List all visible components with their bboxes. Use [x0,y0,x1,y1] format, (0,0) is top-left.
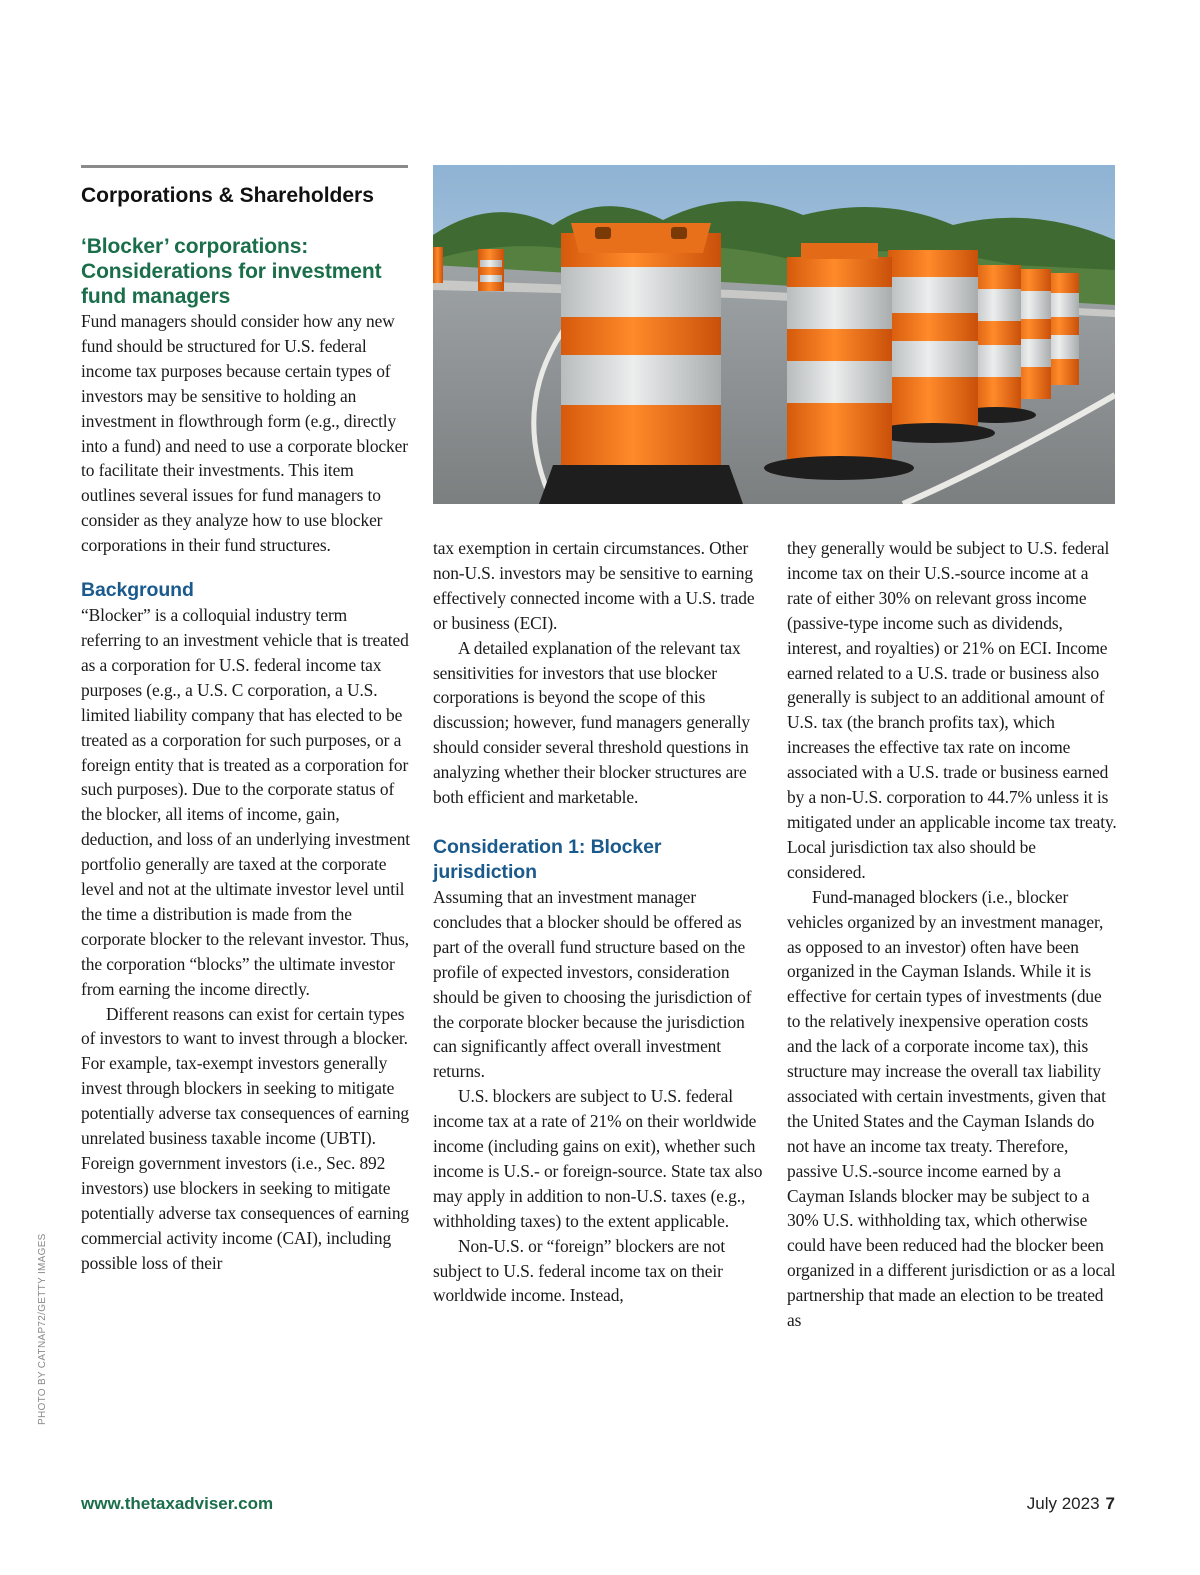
consideration-1-paragraph-3: Non-U.S. or “foreign” blockers are not subject to U.S. federal income tax on their worldwide income. Instead, [433,1235,726,1306]
footer-date: July 2023 [1026,1494,1100,1513]
section-rule [81,165,408,168]
column-3 [787,536,1117,1333]
background-paragraph-2-continued: tax exemption in certain circumstances. Other non-U.S. investors may be sensitive to earning effectively connected income with a U.S. trade or business (ECI). [433,538,755,633]
traffic-barrels-photo [433,165,1115,504]
background-paragraph-2: Different reasons can exist for certain types of investors to want to invest through a blocker. For example, tax-exempt investors generally invest through blockers in seeking to mitigate potentially adverse tax consequences of earning unrelated business taxable income (UBTI). Foreign government investors (i.e., Sec. 892 investors) use blockers in seeking to mitigate potentially adverse tax consequences of earning commercial activity income (CAI), including possible loss of their [81,1003,410,1273]
footer-website-link[interactable]: www.thetaxadviser.com [81,1494,274,1513]
background-heading: Background [81,579,194,602]
footer-issue [1027,1494,1115,1514]
consideration-1-paragraph-4: Fund-managed blockers (i.e., blocker vehicles organized by an investment manager, as opposed to an investor) often have been organized in the Cayman Islands. While it is effective for certain types of investments (due to the relatively inexpensive operation costs and the lack of a corporate income tax), this structure may increase the overall tax liability associated with certain investments, given that the United States and the Cayman Islands do not have an income tax treaty. Therefore, passive U.S.-source income earned by a Cayman Islands blocker may be subject to a 30% U.S. withholding tax, which otherwise could have been reduced had the blocker been organized in a different jurisdiction or as a local partnership that made an election to be treated as [787,886,1116,1331]
consideration-1-paragraph-2: U.S. blockers are subject to U.S. federal income tax at a rate of 21% on their worldwide income (including gains on exit), whether such income is U.S.- or foreign-source. State tax also may apply in addition to non-U.S. taxes (e.g., withholding taxes) to the extent applicable. [433,1086,763,1231]
photo-credit: PHOTO BY CATNAP72/GETTY IMAGES [37,1233,48,1425]
consideration-1-heading: Consideration 1: Blocker jurisdiction [433,835,662,883]
consideration-1-paragraph-1: Assuming that an investment manager concludes that a blocker should be offered as part of the overall fund structure based on the profile of expected investors, consideration should be given to choosing the jurisdiction of the corporate blocker because the jurisdiction can significantly affect overall investment returns. [433,886,752,1082]
page-number: 7 [1105,1494,1115,1513]
article-headline: ‘Blocker’ corporations: Considerations for investment fund managers [81,235,382,308]
consideration-1-paragraph-3-continued: they generally would be subject to U.S. federal income tax on their U.S.-source income at a rate of either 30% on relevant gross income (passive-type income such as dividends, interest, and royalties) or 21% on ECI. Income earned related to a U.S. trade or business also generally is subject to an additional amount of U.S. tax (the branch profits tax), which increases the effective tax rate on income associated with a U.S. trade or business earned by a non-U.S. corporation to 44.7% unless it is mitigated under an applicable income tax treaty. Local jurisdiction tax also should be considered. [787,538,1117,882]
column-1 [81,234,411,1276]
column-2 [433,536,763,1308]
section-label: Corporations & Shareholders [81,184,374,207]
background-paragraph-1: “Blocker” is a colloquial industry term referring to an investment vehicle that is treated as a corporation for U.S. federal income tax purposes (e.g., a U.S. C corporation, a U.S. limited liability company that has elected to be treated as a corporation for such purposes, or a foreign entity that is treated as a corporation for such purposes). Due to the corporate status of the blocker, all items of income, gain, deduction, and loss of an underlying investment portfolio generally are taxed at the corporate level and not at the ultimate investor level until the time a distribution is made from the corporate blocker to the relevant investor. Thus, the corporation “blocks” the ultimate investor from earning the income directly. [81,605,411,999]
intro-paragraph: Fund managers should consider how any new fund should be structured for U.S. federal income tax purposes because certain types of investors may be sensitive to holding an investment in flowthrough form (e.g., directly into a fund) and need to use a corporate blocker to facilitate their investments. This item outlines several issues for fund managers to consider as they analyze how to use blocker corporations in their fund structures. [81,311,408,556]
background-paragraph-3: A detailed explanation of the relevant tax sensitivities for investors that use blocker corporations is beyond the scope of this discussion; however, fund managers generally should consider several threshold questions in analyzing whether their blocker structures are both efficient and marketable. [433,637,751,808]
